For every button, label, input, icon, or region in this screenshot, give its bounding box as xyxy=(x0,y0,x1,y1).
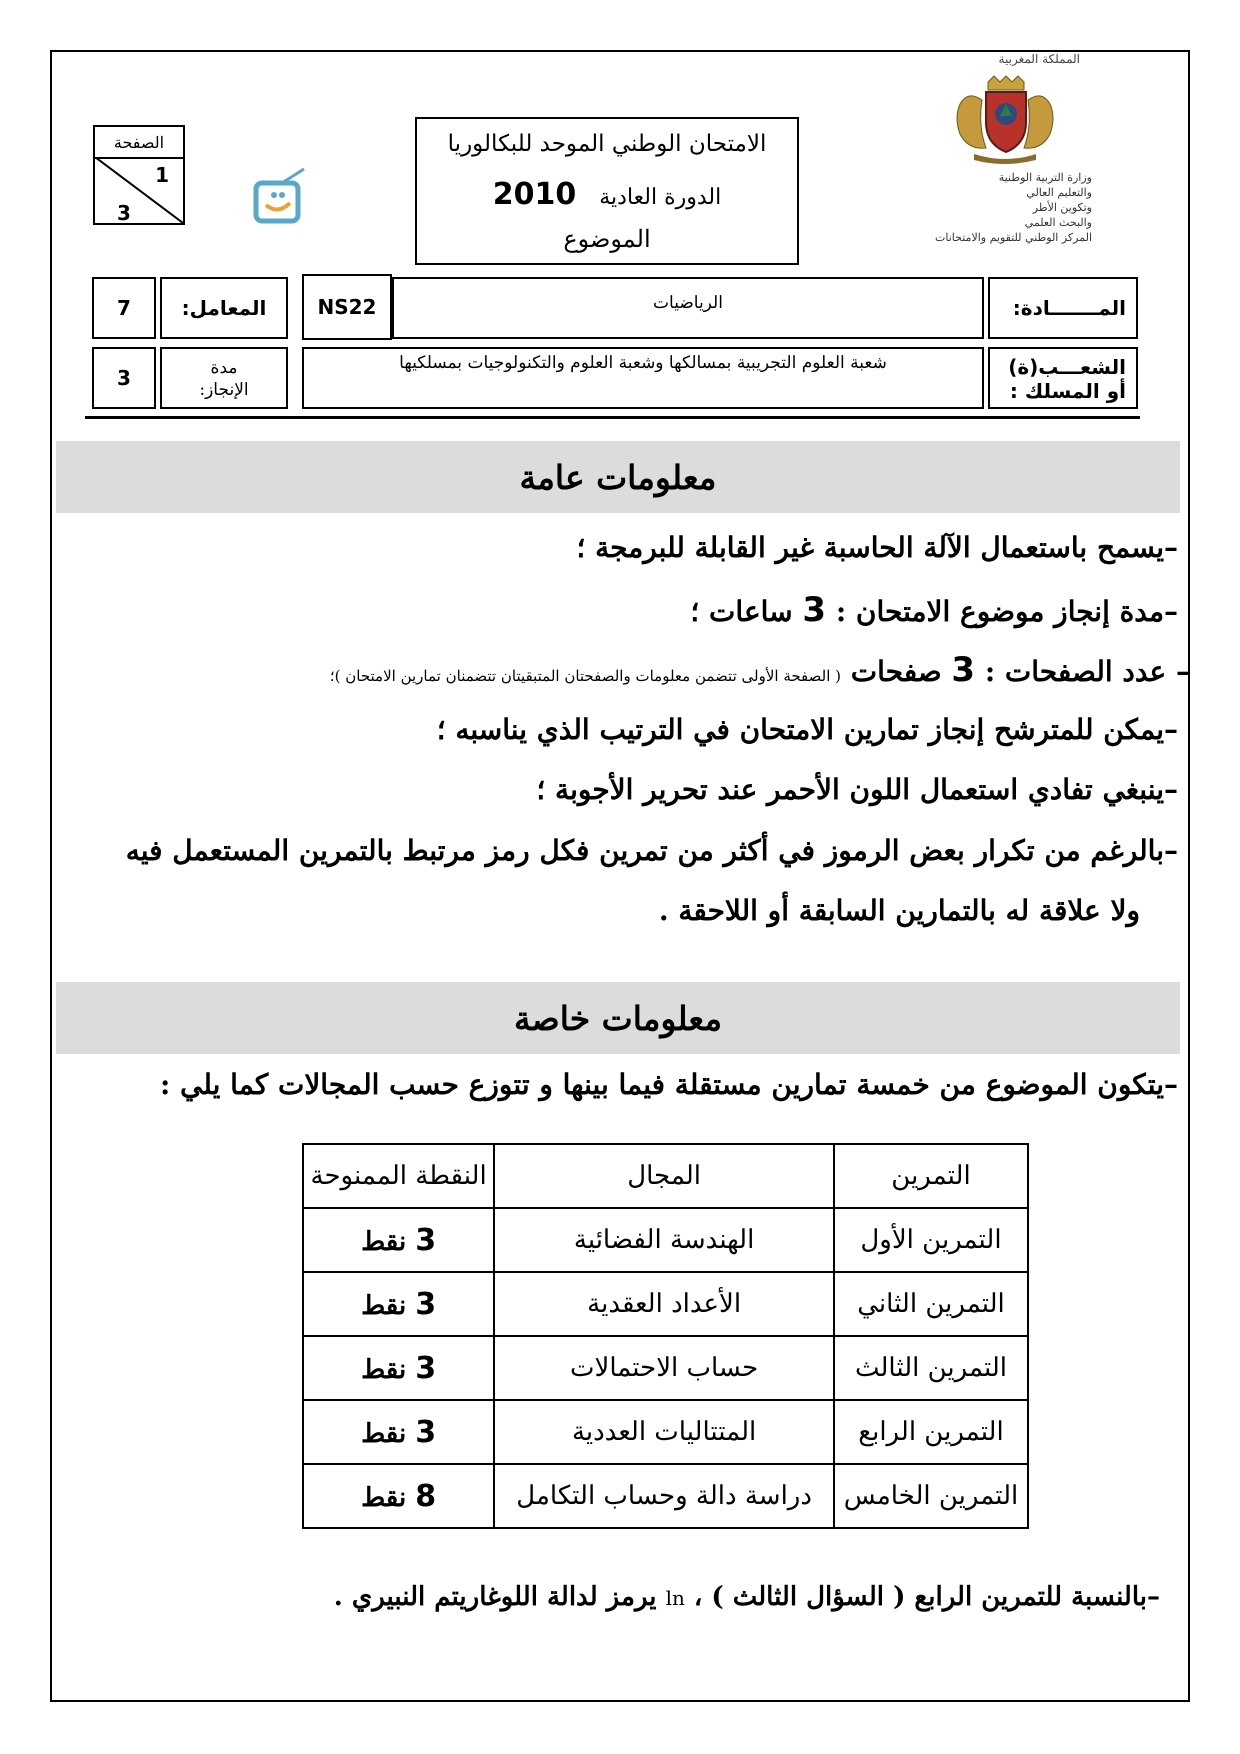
page-number: 1 xyxy=(155,163,169,187)
domain-cell: حساب الاحتمالات xyxy=(494,1336,834,1400)
coefficient-value: 7 xyxy=(92,277,156,339)
points-unit: نقط xyxy=(361,1418,407,1449)
domain-cell: الهندسة الفضائية xyxy=(494,1208,834,1272)
domain-cell: دراسة دالة وحساب التكامل xyxy=(494,1464,834,1528)
table-row xyxy=(303,1272,1028,1336)
points-value: 3 xyxy=(415,1222,437,1258)
duration-label-line-1: مدة xyxy=(210,358,238,378)
special-footer-note xyxy=(334,1582,1160,1612)
subject-word: الموضوع xyxy=(563,225,651,253)
col-header-points: النقطة الممنوحة xyxy=(303,1144,494,1208)
coat-of-arms-icon xyxy=(950,74,1060,166)
points-value: 8 xyxy=(415,1478,437,1514)
ministry-line-1: وزارة التربية الوطنية xyxy=(998,171,1092,184)
general-line-order: –يمكن للمترشح إنجاز تمارين الامتحان في الترتيب الذي يناسبه ؛ xyxy=(436,713,1178,746)
ministry-crest xyxy=(930,52,1100,272)
exam-year: 2010 xyxy=(492,177,577,212)
diagonal-divider xyxy=(95,157,183,223)
exercise-cell: التمرين الخامس xyxy=(834,1464,1028,1528)
general-line-symbols-cont: ولا علاقة له بالتمارين السابقة أو اللاحقة . xyxy=(658,894,1140,927)
table-row xyxy=(303,1336,1028,1400)
table-row xyxy=(303,1464,1028,1528)
special-info-heading: معلومات خاصة xyxy=(56,982,1180,1054)
exam-session xyxy=(417,177,797,212)
points-cell xyxy=(303,1272,494,1336)
general-line-red-ink: –ينبغي تفادي استعمال اللون الأحمر عند تحرير الأجوبة ؛ xyxy=(536,773,1178,806)
exercise-cell: التمرين الثاني xyxy=(834,1272,1028,1336)
general-line-pages xyxy=(330,650,1190,690)
domain-cell: الأعداد العقدية xyxy=(494,1272,834,1336)
evaluation-logo-icon xyxy=(252,167,314,225)
branch-label xyxy=(988,347,1138,409)
footer-ln: ln xyxy=(665,1586,685,1610)
col-header-domain: المجال xyxy=(494,1144,834,1208)
exam-code: NS22 xyxy=(302,274,392,340)
subject-value: الرياضيات xyxy=(392,277,984,339)
ministry-line-5: المركز الوطني للتقويم والامتحانات xyxy=(935,231,1092,244)
general-info-heading: معلومات عامة xyxy=(56,441,1180,513)
duration-text-a: –مدة إنجاز موضوع الامتحان : xyxy=(826,595,1178,628)
special-intro: –يتكون الموضوع من خمسة تمارين مستقلة فيما بينها و تتوزع حسب المجالات كما يلي : xyxy=(159,1068,1178,1101)
exercise-cell: التمرين الأول xyxy=(834,1208,1028,1272)
points-value: 3 xyxy=(415,1414,437,1450)
table-header-row xyxy=(303,1144,1028,1208)
branch-value: شعبة العلوم التجريبية بمسالكها وشعبة العلوم والتكنولوجيات بمسلكيها xyxy=(302,347,984,409)
general-line-calculator: –يسمح باستعمال الآلة الحاسبة غير القابلة للبرمجة ؛ xyxy=(576,531,1178,564)
duration-value: 3 xyxy=(92,347,156,409)
duration-label xyxy=(160,347,288,409)
pages-text-b: صفحات xyxy=(841,655,952,688)
kingdom-label: المملكة المغربية xyxy=(998,52,1080,66)
pages-count: 3 xyxy=(951,650,976,690)
pages-text-a: – عدد الصفحات : xyxy=(975,655,1190,688)
footer-text-a: –بالنسبة للتمرين الرابع ( السؤال الثالث ) ، xyxy=(684,1582,1160,1612)
points-cell xyxy=(303,1464,494,1528)
points-value: 3 xyxy=(415,1286,437,1322)
page-number-box xyxy=(93,125,185,225)
page-label: الصفحة xyxy=(95,127,183,159)
general-line-duration xyxy=(690,590,1178,630)
general-line-symbols: –بالرغم من تكرار بعض الرموز في أكثر من تمرين فكل رمز مرتبط بالتمرين المستعمل فيه xyxy=(125,834,1178,867)
ministry-lines xyxy=(932,170,1092,245)
session-label: الدورة العادية xyxy=(599,185,722,210)
footer-text-b: يرمز لدالة اللوغاريتم النبيري . xyxy=(333,1582,666,1612)
points-value: 3 xyxy=(415,1350,437,1386)
subject-label: المـــــــادة: xyxy=(988,277,1138,339)
header-divider xyxy=(85,416,1140,419)
pages-note: ( الصفحة الأولى تتضمن معلومات والصفحتان المتبقيتان تتضمنان تمارين الامتحان )؛ xyxy=(329,667,841,685)
points-unit: نقط xyxy=(361,1482,407,1513)
points-unit: نقط xyxy=(361,1354,407,1385)
coefficient-label: المعامل: xyxy=(160,277,288,339)
table-row xyxy=(303,1400,1028,1464)
points-unit: نقط xyxy=(361,1226,407,1257)
duration-hours: 3 xyxy=(802,590,827,630)
exam-title-box xyxy=(415,117,799,265)
exercises-table xyxy=(302,1143,1029,1529)
ministry-line-3: وتكوين الأطر xyxy=(1032,201,1092,214)
branch-label-line-1: الشعـــب(ة) xyxy=(1008,355,1126,379)
points-cell xyxy=(303,1400,494,1464)
exercise-cell: التمرين الرابع xyxy=(834,1400,1028,1464)
ministry-line-4: والبحث العلمي xyxy=(1024,216,1092,229)
domain-cell: المتتاليات العددية xyxy=(494,1400,834,1464)
col-header-exercise: التمرين xyxy=(834,1144,1028,1208)
duration-label-line-2: الإنجاز: xyxy=(199,380,249,400)
page-total: 3 xyxy=(117,201,131,225)
table-row xyxy=(303,1208,1028,1272)
points-unit: نقط xyxy=(361,1290,407,1321)
duration-text-b: ساعات ؛ xyxy=(690,595,803,628)
ministry-line-2: والتعليم العالي xyxy=(1026,186,1092,199)
branch-label-line-2: أو المسلك : xyxy=(1009,379,1126,403)
points-cell xyxy=(303,1336,494,1400)
exercise-cell: التمرين الثالث xyxy=(834,1336,1028,1400)
points-cell xyxy=(303,1208,494,1272)
exam-title: الامتحان الوطني الموحد للبكالوريا xyxy=(447,131,767,157)
